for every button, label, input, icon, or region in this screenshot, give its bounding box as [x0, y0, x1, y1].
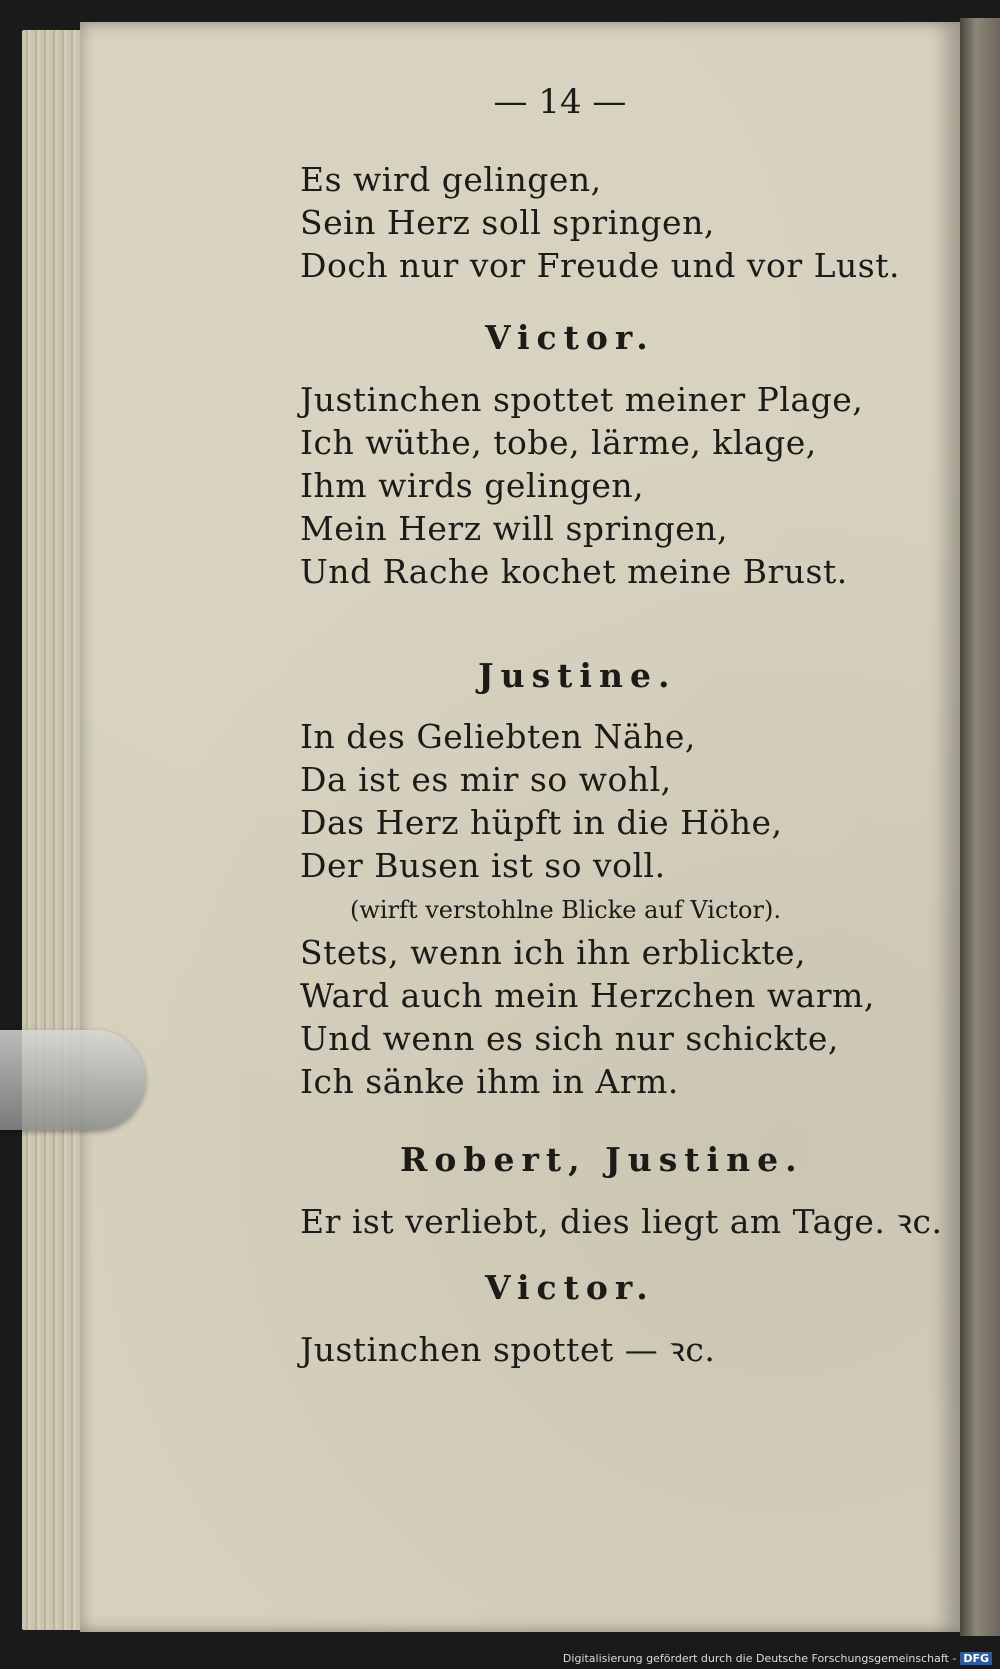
speaker-name: Robert, Justine.	[400, 1140, 804, 1179]
verse-line: Das Herz hüpft in die Höhe,	[300, 803, 783, 842]
verse-line: Und wenn es sich nur schickte,	[300, 1019, 839, 1058]
verse-line: Stets, wenn ich ihn erblickte,	[300, 933, 806, 972]
digitization-credit	[563, 1652, 992, 1665]
speaker-name: Victor.	[485, 1268, 655, 1307]
page-number: — 14 —	[493, 82, 627, 122]
speaker-name: Victor.	[485, 318, 655, 357]
verse-line: Ihm wirds gelingen,	[300, 466, 645, 505]
verse-line: Es wird gelingen,	[300, 160, 602, 199]
verse-line: Justinchen spottet — ꝛc.	[300, 1330, 716, 1369]
verse-line: In des Geliebten Nähe,	[300, 717, 696, 756]
verse-line: Der Busen ist so voll.	[300, 846, 666, 885]
verse-line: Ich wüthe, tobe, lärme, klage,	[300, 423, 817, 462]
verse-line: Ich sänke ihm in Arm.	[300, 1062, 679, 1101]
verse-line: Mein Herz will springen,	[300, 509, 729, 548]
verse-line: Und Rache kochet meine Brust.	[300, 552, 848, 591]
verse-line: Da ist es mir so wohl,	[300, 760, 672, 799]
verse-line: Doch nur vor Freude und vor Lust.	[300, 246, 900, 285]
book-binding-edge	[960, 18, 1000, 1636]
dfg-logo: DFG	[960, 1652, 992, 1665]
verse-line: Sein Herz soll springen,	[300, 203, 715, 242]
stage-direction: (wirft verstohlne Blicke auf Victor).	[350, 896, 781, 924]
page-clamp	[0, 1030, 145, 1130]
verse-line: Ward auch mein Herzchen warm,	[300, 976, 875, 1015]
verse-line: Er ist verliebt, dies liegt am Tage. ꝛc.	[300, 1202, 943, 1241]
verse-line: Justinchen spottet meiner Plage,	[300, 380, 864, 419]
credit-text: Digitalisierung gefördert durch die Deutsche Forschungsgemeinschaft -	[562, 1652, 957, 1665]
speaker-name: Justine.	[478, 656, 677, 695]
